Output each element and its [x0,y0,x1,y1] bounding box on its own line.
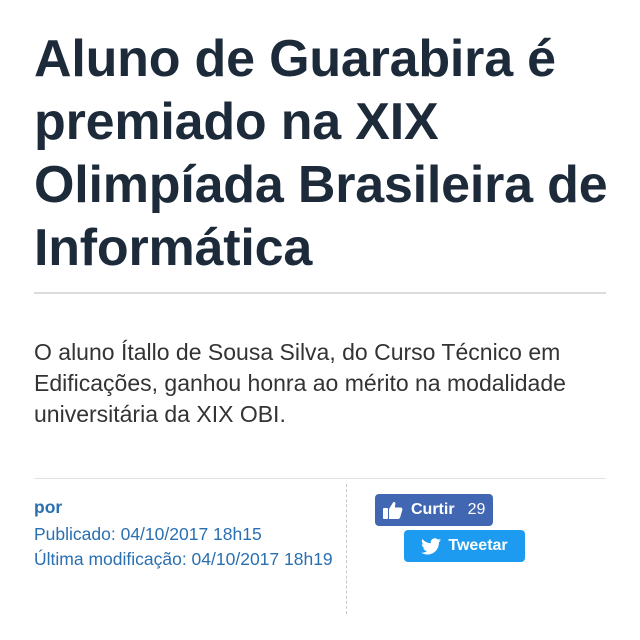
modified-date: Última modificação: 04/10/2017 18h19 [34,549,333,569]
article-meta [34,495,334,572]
thumbs-up-icon [383,501,403,519]
tweet-button[interactable] [404,530,525,562]
meta-divider [34,478,606,479]
facebook-like-button[interactable] [375,494,493,526]
title-divider [34,292,606,294]
published-date: Publicado: 04/10/2017 18h15 [34,524,262,544]
like-main[interactable] [375,494,463,526]
tweet-label: Tweetar [448,537,508,554]
like-count: 29 [463,494,494,526]
author-label[interactable]: por [34,497,63,517]
article-lead: O aluno Ítallo de Sousa Silva, do Curso Técnico em Edificações, ganhou honra ao mérito na modalidade universitária da XIX OBI. [34,339,566,427]
article-title: Aluno de Guarabira é premiado na XIX Olimpíada Brasileira de Informática [34,30,608,277]
twitter-bird-icon [421,538,441,555]
like-label: Curtir [411,501,455,518]
meta-social-separator [346,484,347,614]
